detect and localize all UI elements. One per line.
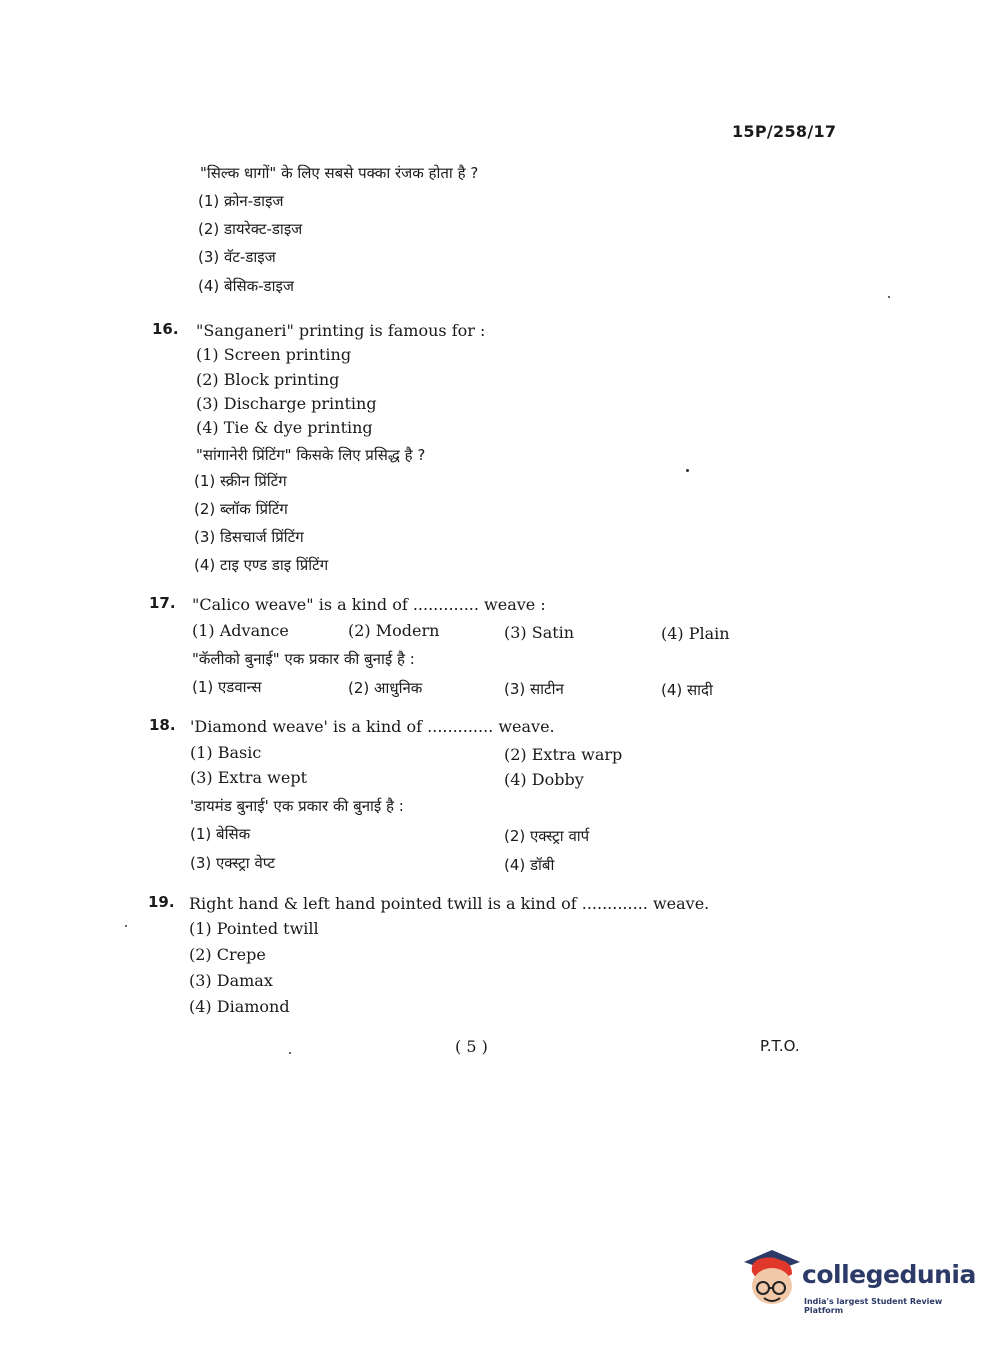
- q19-option: (3) Damax: [189, 971, 273, 990]
- logo-wordmark: collegedunia: [802, 1260, 976, 1289]
- q19-question: Right hand & left hand pointed twill is a kind of ............. weave.: [189, 894, 710, 913]
- q18-hindi-question: 'डायमंड बुनाई' एक प्रकार की बुनाई है :: [190, 797, 404, 815]
- q17-option: (3) Satin: [504, 623, 575, 642]
- q18-hindi-option: (1) बेसिक: [190, 825, 251, 843]
- paper-code: 15P/258/17: [732, 122, 837, 141]
- q16-option: (1) Screen printing: [196, 345, 352, 364]
- pto-label: P.T.O.: [760, 1037, 800, 1055]
- q16-option: (3) Discharge printing: [196, 394, 377, 413]
- q17-hindi-question: "कॅलीको बुनाई" एक प्रकार की बुनाई है :: [192, 650, 415, 668]
- q16-option: (2) Block printing: [196, 370, 340, 389]
- mascot-icon: [742, 1248, 802, 1314]
- question-number: 16.: [152, 320, 179, 338]
- page-number: ( 5 ): [455, 1037, 488, 1056]
- q15-hindi-option: (3) वॅट-डाइज: [198, 248, 276, 266]
- q17-option: (2) Modern: [348, 621, 440, 640]
- q16-hindi-option: (2) ब्लॉक प्रिंटिंग: [194, 500, 288, 518]
- q16-question: "Sanganeri" printing is famous for :: [196, 321, 486, 340]
- q16-hindi-question: "सांगानेरी प्रिंटिंग" किसके लिए प्रसिद्ध है ?: [196, 446, 426, 464]
- q17-option: (1) Advance: [192, 621, 289, 640]
- q15-hindi-option: (4) बेसिक-डाइज: [198, 277, 294, 295]
- q17-hindi-option: (3) साटीन: [504, 680, 564, 698]
- q18-hindi-option: (3) एक्स्ट्रा वेप्ट: [190, 854, 276, 872]
- q18-option: (3) Extra wept: [190, 768, 307, 787]
- q17-hindi-option: (2) आधुनिक: [348, 679, 423, 697]
- question-number: 19.: [148, 893, 175, 911]
- q18-question: 'Diamond weave' is a kind of ............. weave.: [190, 717, 555, 736]
- q16-hindi-option: (4) टाइ एण्ड डाइ प्रिंटिंग: [194, 556, 329, 574]
- question-number: 17.: [149, 594, 176, 612]
- q18-option: (2) Extra warp: [504, 745, 623, 764]
- q18-option: (4) Dobby: [504, 770, 584, 789]
- scan-speck: [686, 469, 689, 472]
- q18-hindi-option: (2) एक्स्ट्रा वार्प: [504, 827, 590, 845]
- scan-speck: [125, 925, 127, 927]
- q19-option: (1) Pointed twill: [189, 919, 319, 938]
- q17-hindi-option: (1) एडवान्स: [192, 678, 262, 696]
- q15-hindi-question: "सिल्क धागों" के लिए सबसे पक्का रंजक होता है ?: [200, 164, 479, 182]
- q17-hindi-option: (4) सादी: [661, 681, 713, 699]
- q16-hindi-option: (1) स्क्रीन प्रिंटिंग: [194, 472, 287, 490]
- q19-option: (4) Diamond: [189, 997, 290, 1016]
- q17-option: (4) Plain: [661, 624, 730, 643]
- logo-tagline: India's largest Student Review Platform: [804, 1297, 943, 1315]
- q18-hindi-option: (4) डॉबी: [504, 856, 555, 874]
- q15-hindi-option: (1) क्रोन-डाइज: [198, 192, 284, 210]
- q16-option: (4) Tie & dye printing: [196, 418, 373, 437]
- q17-question: "Calico weave" is a kind of ............. weave :: [192, 595, 546, 614]
- question-number: 18.: [149, 716, 176, 734]
- q19-option: (2) Crepe: [189, 945, 266, 964]
- q15-hindi-option: (2) डायरेक्ट-डाइज: [198, 220, 303, 238]
- q16-hindi-option: (3) डिसचार्ज प्रिंटिंग: [194, 528, 304, 546]
- q18-option: (1) Basic: [190, 743, 262, 762]
- scan-speck: [289, 1052, 291, 1054]
- collegedunia-logo: [742, 1248, 976, 1315]
- scan-speck: [888, 296, 890, 298]
